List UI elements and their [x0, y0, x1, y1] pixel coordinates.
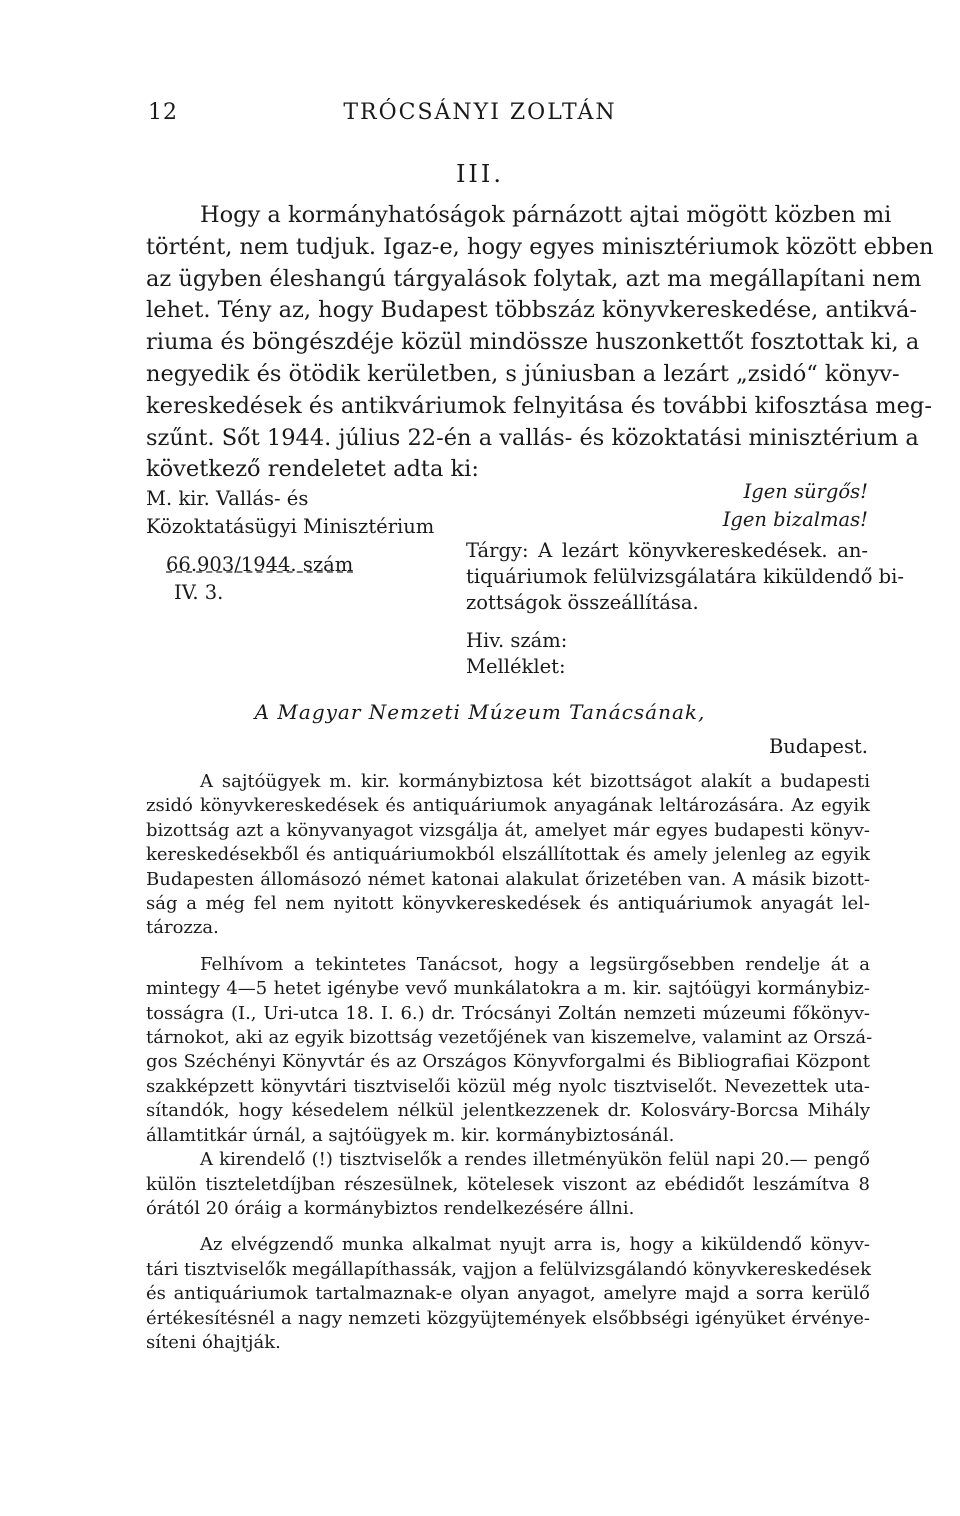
text-line: szakképzett könyvtári tisztviselői közül még nyolc tisztviselőt. Nevezettek uta-: [146, 1075, 870, 1097]
text-line: A sajtóügyek m. kir. kormánybiztosa két bizottságot alakít a budapesti: [200, 771, 870, 792]
text-line: bizottság azt a könyvanyagot vizsgálja át, amelyet már egyes budapesti könyv-: [146, 819, 870, 841]
text-line: értékesítésnél a nagy nemzeti közgyüjtemények elsőbbségi igényüket érvénye-: [146, 1307, 870, 1329]
ministry-header: [146, 485, 434, 607]
text-line: zsidó könyvkereskedések és antiquáriumok anyagának leltározására. Az egyik: [146, 795, 870, 817]
running-head: TRÓCSÁNYI ZOLTÁN: [343, 100, 617, 125]
section-heading: III.: [455, 160, 505, 188]
paragraph-gap: [146, 941, 870, 953]
text-line: az ügyben éleshangú tárgyalások folytak, azt ma megállapítani nem: [146, 265, 922, 292]
ministry-name-line1: M. kir. Vallás- és: [146, 487, 309, 510]
classification-marks: [723, 478, 868, 534]
text-line: tárnokot, aki az egyik bizottság vezetőjének van kiszemelve, valamint az Orszá-: [146, 1027, 873, 1049]
text-line: következő rendeletet adta ki:: [146, 456, 479, 483]
subject-line: zottságok összeállítása.: [466, 591, 699, 614]
ministry-name-line2: Közoktatásügyi Minisztérium: [146, 515, 435, 538]
text-line: Az elvégzendő munka alkalmat nyujt arra is, hogy a kiküldendő könyv-: [200, 1234, 870, 1256]
text-line: gos Széchényi Könyvtár és az Országos Könyvforgalmi és Bibliografiai Központ: [146, 1051, 870, 1073]
text-line: Hogy a kormányhatóságok párnázott ajtai mögött közben mi: [200, 202, 892, 228]
text-line: kereskedésekből és antiquáriumokból elszállítottak és amely jelenleg az egyik: [146, 844, 870, 866]
text-line: órától 20 óráig a kormánybiztos rendelkezésére állni.: [146, 1197, 635, 1219]
text-line: síteni óhajtják.: [146, 1331, 281, 1353]
text-line: tározza.: [146, 917, 219, 939]
text-line: és antiquáriumok tartalmaznak-e olyan anyagot, amelyre majd a sorra kerülő: [146, 1283, 870, 1305]
text-line: ság a még fel nem nyitott könyvkereskedések és antiquáriumok anyagát lel-: [146, 893, 870, 915]
text-line: lehet. Tény az, hogy Budapest többszáz könyvkereskedése, antikvá-: [146, 297, 917, 324]
text-line: tári tisztviselők megállapíthassák, vajjon a felülvizsgálandó könyvkereskedések: [146, 1258, 872, 1280]
subject-line: Tárgy: A lezárt könyvkereskedések. an-: [466, 539, 868, 562]
reference-block: [466, 628, 567, 680]
text-line: szűnt. Sőt 1944. július 22-én a vallás- és közoktatási minisztérium a: [146, 424, 919, 451]
confidential-mark: Igen bizalmas!: [722, 508, 868, 531]
text-line: kereskedések és antikváriumok felnyitása és további kifosztása meg-: [146, 392, 932, 419]
subject-block: [466, 538, 904, 616]
file-number: 66.903/1944. szám: [166, 553, 354, 576]
text-line: mintegy 4—5 hetet igénybe vevő munkálatokra a m. kir. sajtóügyi kormánybiz-: [146, 978, 870, 1000]
attachment-label: Melléklet:: [466, 655, 566, 678]
reference-number-label: Hiv. szám:: [466, 629, 568, 652]
text-line: negyedik és ötödik kerületben, s júniusban a lezárt „zsidó“ könyv-: [146, 360, 900, 387]
text-line: tosságra (I., Uri-utca 18. I. 6.) dr. Trócsányi Zoltán nemzeti múzeumi főkönyv-: [146, 1002, 870, 1024]
text-line: történt, nem tudjuk. Igaz-e, hogy egyes minisztériumok között ebben: [146, 233, 934, 260]
paragraph-gap: [146, 1221, 870, 1233]
intro-paragraph: [146, 200, 934, 486]
text-line: külön tiszteletdíjban részesülnek, kötelesek viszont az ebédidőt leszámítva 8: [146, 1173, 870, 1195]
text-line: Budapesten állomásozó német katonai alakulat őrizetében van. A másik bizott-: [146, 868, 870, 890]
page-number: 12: [148, 100, 178, 125]
text-line: A kirendelő (!) tisztviselők a rendes illetményükön felül napi 20.— pengő: [200, 1149, 870, 1171]
text-line: Felhívom a tekintetes Tanácsot, hogy a legsürgősebben rendelje át a: [200, 953, 870, 975]
place-name: Budapest.: [768, 735, 868, 758]
department-code: IV. 3.: [174, 581, 224, 604]
text-line: sítandók, hogy késedelem nélkül jelentkezzenek dr. Kolosváry-Borcsa Mihály: [146, 1100, 870, 1122]
text-line: államtitkár úrnál, a sajtóügyek m. kir. kormánybiztosánál.: [146, 1124, 675, 1146]
subject-line: tiquáriumok felülvizsgálatára kiküldendő bi-: [466, 565, 904, 588]
letter-body: [146, 770, 873, 1355]
text-line: riuma és böngészdéje közül mindössze huszonkettőt fosztottak ki, a: [146, 329, 920, 356]
addressee: A Magyar Nemzeti Múzeum Tanácsának,: [254, 700, 706, 724]
urgent-mark: Igen sürgős!: [743, 480, 868, 503]
